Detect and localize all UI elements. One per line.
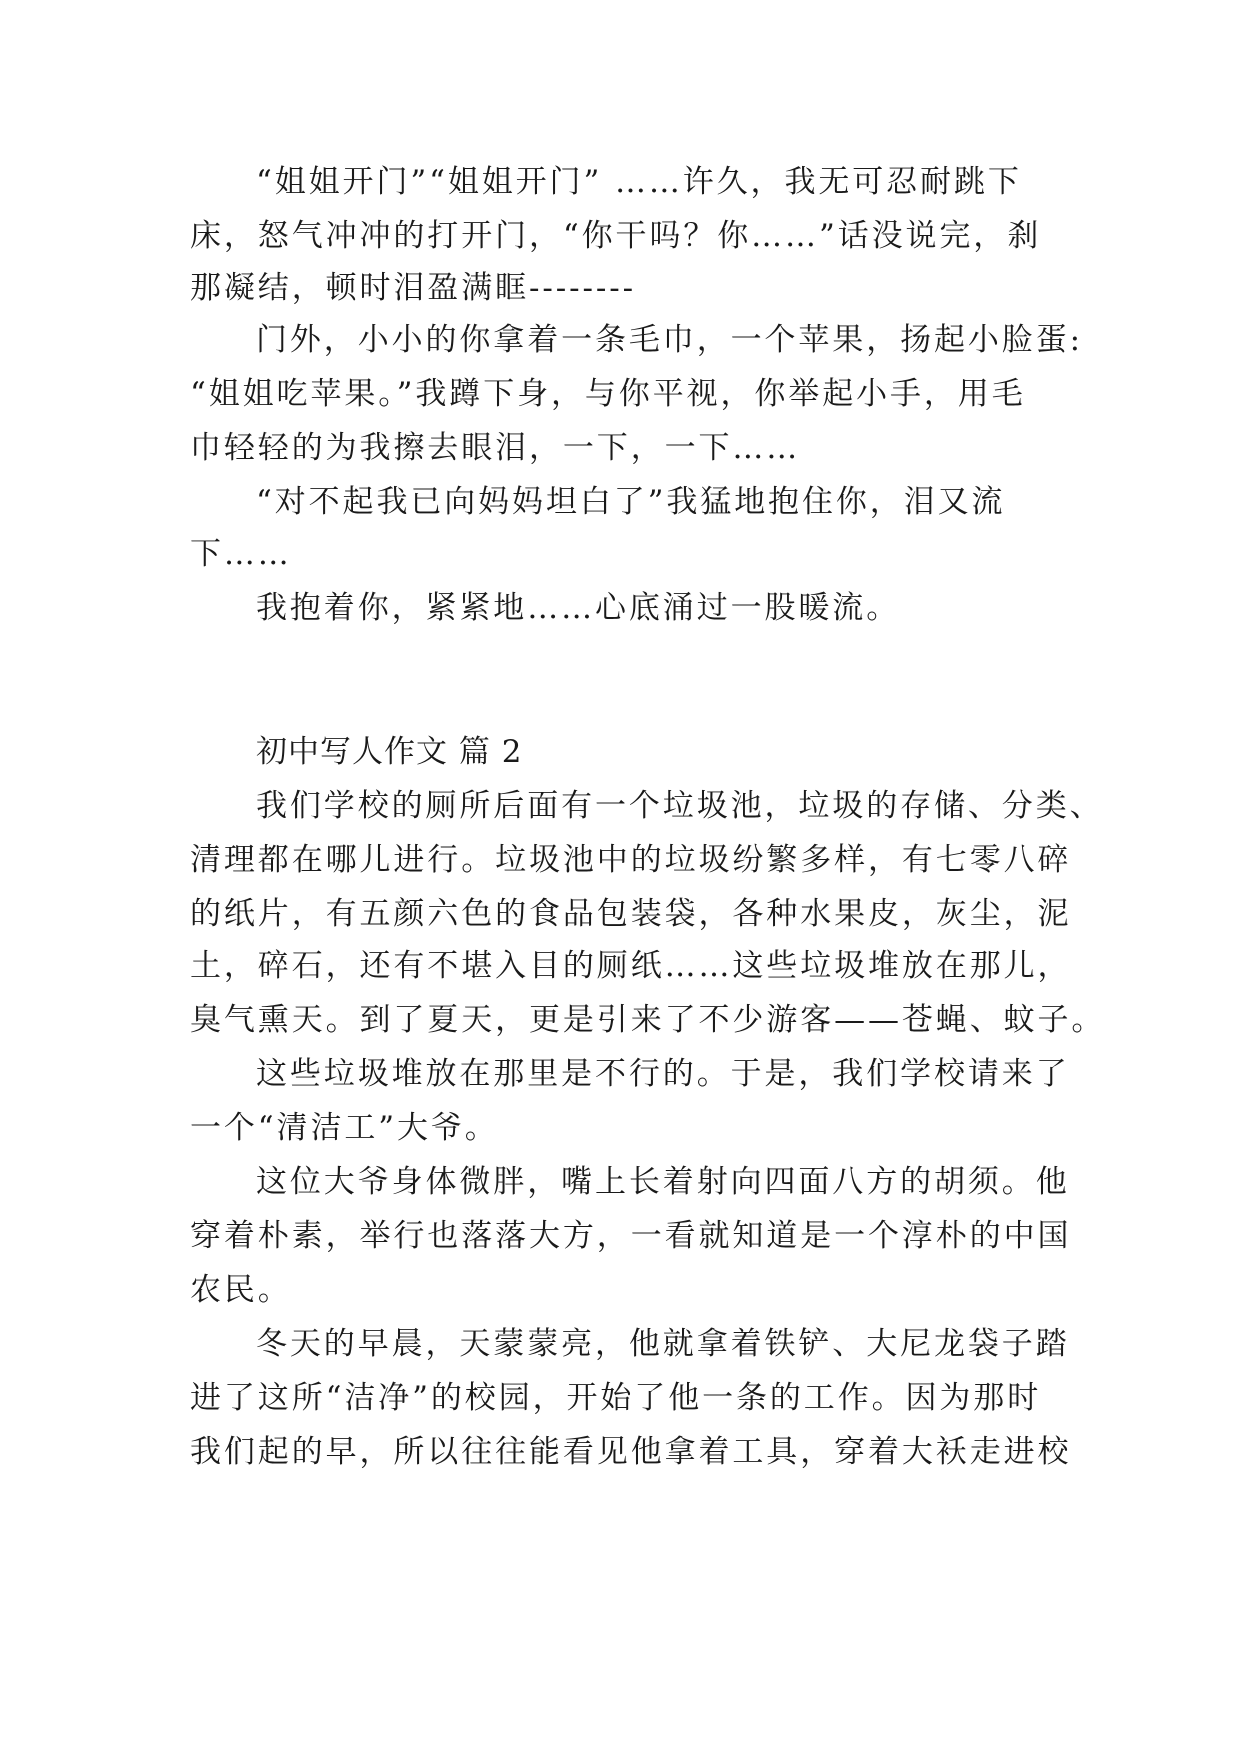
text-line: 进了这所“洁净”的校园，开始了他一条的工作。因为那时: [190, 1380, 1042, 1416]
text-line: “对不起我已向妈妈坦白了”我猛地抱住你，泪又流: [256, 484, 1006, 520]
text-line: 这位大爷身体微胖，嘴上长着射向四面八方的胡须。他: [256, 1164, 1070, 1200]
text-line: 一个“清洁工”大爷。: [190, 1110, 499, 1146]
text-line: 那凝结，顿时泪盈满眶--------: [190, 270, 636, 306]
text-line: 床，怒气冲冲的打开门，“你干吗？你……”话没说完，刹: [190, 218, 1042, 254]
text-line: 臭气熏天。到了夏天，更是引来了不少游客——苍蝇、蚊子。: [190, 1002, 1106, 1038]
section-heading: 初中写人作文 篇 2: [256, 734, 523, 770]
text-line: 这些垃圾堆放在那里是不行的。于是，我们学校请来了: [256, 1056, 1070, 1092]
text-line: 巾轻轻的为我擦去眼泪，一下，一下……: [190, 430, 801, 466]
text-line: 穿着朴素，举行也落落大方，一看就知道是一个淳朴的中国: [190, 1218, 1072, 1254]
text-line: 冬天的早晨，天蒙蒙亮，他就拿着铁铲、大尼龙袋子踏: [256, 1326, 1070, 1362]
text-line: 的纸片，有五颜六色的食品包装袋，各种水果皮，灰尘，泥: [190, 896, 1072, 932]
text-line: 清理都在哪儿进行。垃圾池中的垃圾纷繁多样，有七零八碎: [190, 842, 1072, 878]
text-line: “姐姐吃苹果。”我蹲下身，与你平视，你举起小手，用毛: [190, 376, 1026, 412]
text-line: 我们起的早，所以往往能看见他拿着工具，穿着大袄走进校: [190, 1434, 1072, 1470]
text-line: 土，碎石，还有不堪入目的厕纸……这些垃圾堆放在那儿，: [190, 948, 1072, 984]
text-line: 门外，小小的你拿着一条毛巾，一个苹果，扬起小脸蛋:: [256, 322, 1083, 358]
text-line: 我抱着你，紧紧地……心底涌过一股暖流。: [256, 590, 901, 626]
text-line: “姐姐开门”“姐姐开门” ……许久，我无可忍耐跳下: [256, 164, 1022, 200]
text-line: 下……: [190, 536, 292, 572]
text-line: 农民。: [190, 1272, 292, 1308]
text-line: 我们学校的厕所后面有一个垃圾池，垃圾的存储、分类、: [256, 788, 1104, 824]
